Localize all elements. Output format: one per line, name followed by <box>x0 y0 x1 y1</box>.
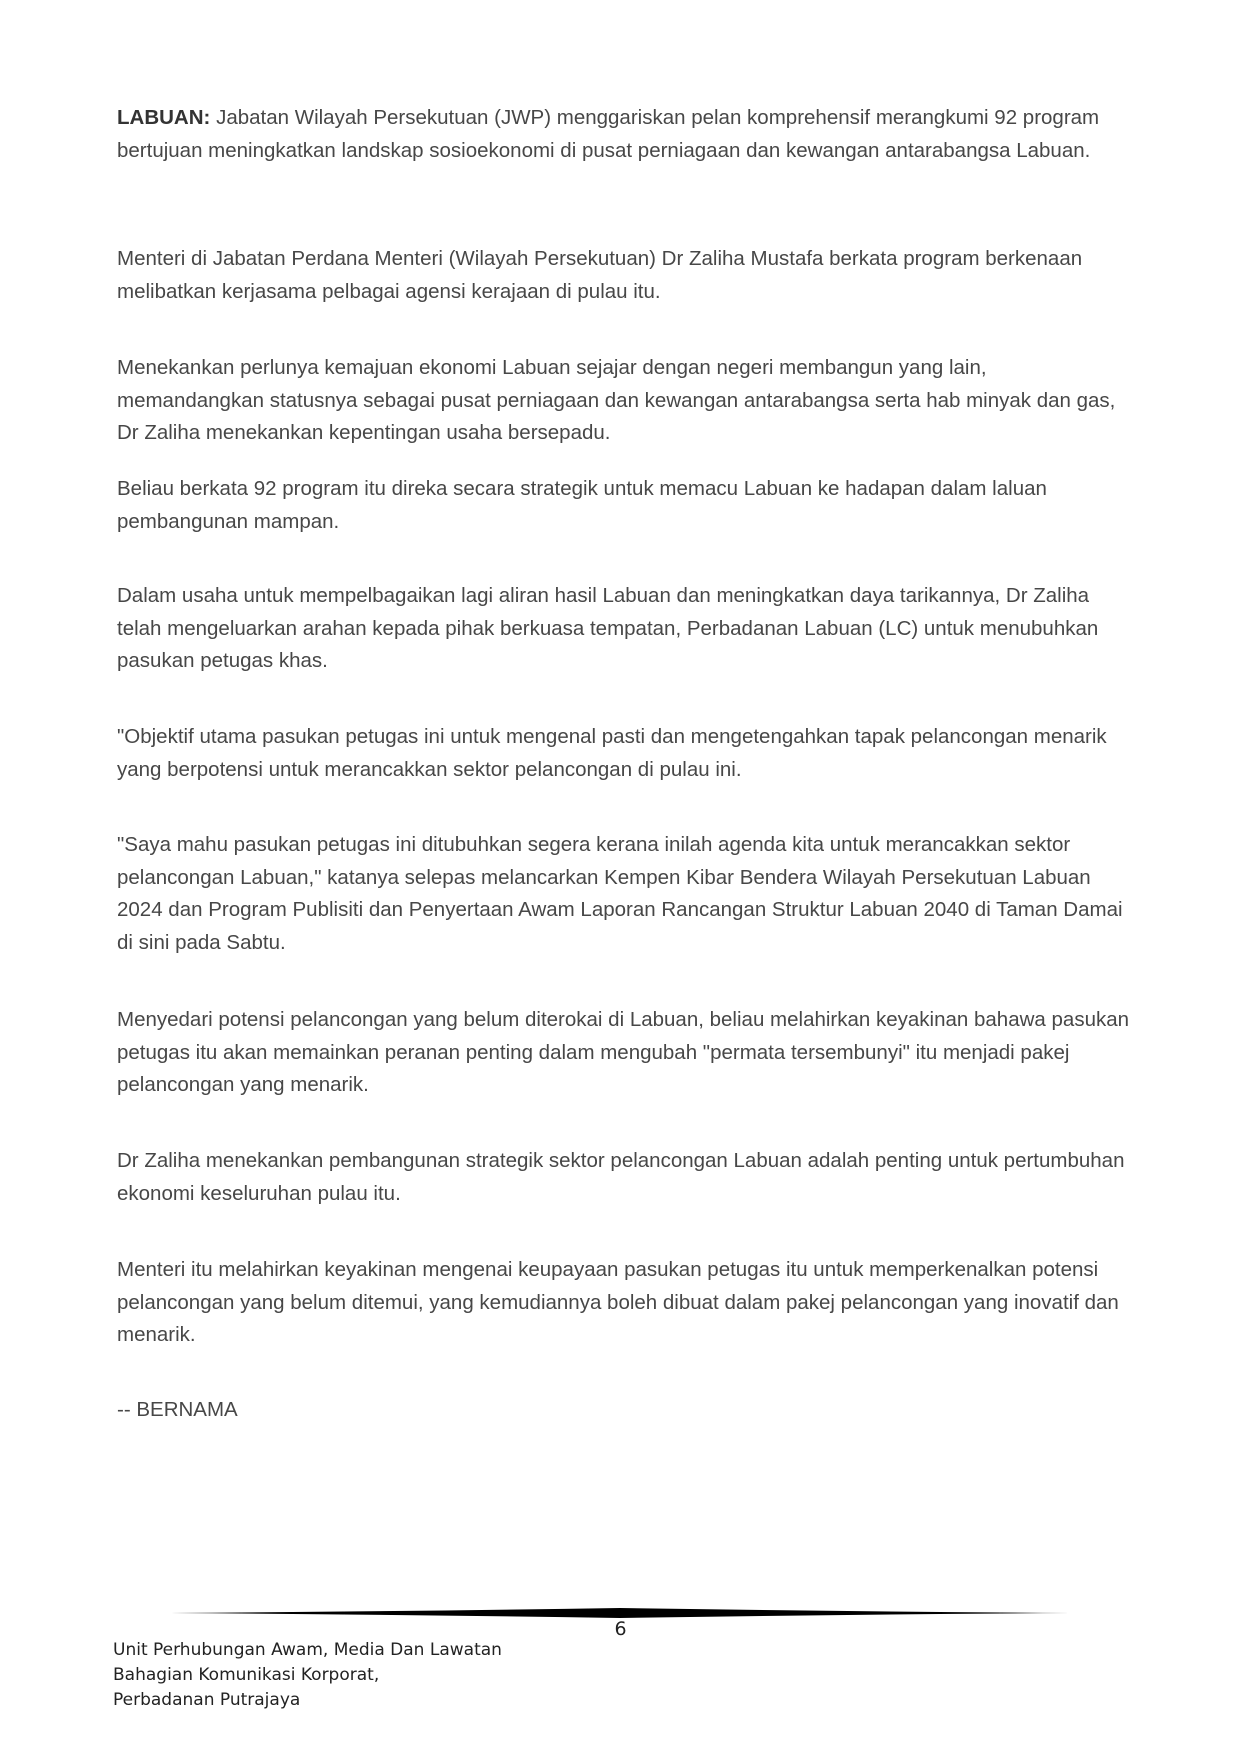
paragraph: Dalam usaha untuk mempelbagaikan lagi aliran hasil Labuan dan meningkatkan daya tarikannya, Dr Zaliha telah mengeluarkan arahan kepada pihak berkuasa tempatan, Perbadanan Labuan (LC) untuk menubuhkan pasukan petugas khas. <box>117 584 1099 672</box>
lead-text: Jabatan Wilayah Persekutuan (JWP) menggariskan pelan komprehensif merangkumi 92 program bertujuan meningkatkan landskap sosioekonomi di pusat perniagaan dan kewangan antarabangsa Labuan. <box>117 106 1100 162</box>
footer-division: Bahagian Komunikasi Korporat, <box>113 1665 380 1685</box>
lead-paragraph <box>117 102 1137 167</box>
paragraph: Menteri itu melahirkan keyakinan mengenai keupayaan pasukan petugas itu untuk memperkenalkan potensi pelancongan yang belum ditemui, yang kemudiannya boleh dibuat dalam pakej pelancongan yang inovatif dan menarik. <box>117 1258 1119 1346</box>
footer-unit: Unit Perhubungan Awam, Media Dan Lawatan <box>113 1640 502 1660</box>
paragraph: "Objektif utama pasukan petugas ini untuk mengenal pasti dan mengetengahkan tapak pelancongan menarik yang berpotensi untuk merancakkan sektor pelancongan di pulau ini. <box>117 725 1107 781</box>
byline: -- BERNAMA <box>117 1398 238 1421</box>
paragraph: Menteri di Jabatan Perdana Menteri (Wilayah Persekutuan) Dr Zaliha Mustafa berkata program berkenaan melibatkan kerjasama pelbagai agensi kerajaan di pulau itu. <box>117 247 1083 303</box>
paragraph: "Saya mahu pasukan petugas ini ditubuhkan segera kerana inilah agenda kita untuk merancakkan sektor pelancongan Labuan," katanya selepas melancarkan Kempen Kibar Bendera Wilayah Persekutuan Labuan 2024 dan Program Publisiti dan Penyertaan Awam Laporan Rancangan Struktur Labuan 2040 di Taman Damai di sini pada Sabtu. <box>117 833 1123 954</box>
page-number: 6 <box>614 1618 627 1640</box>
paragraph: Dr Zaliha menekankan pembangunan strategik sektor pelancongan Labuan adalah penting untuk pertumbuhan ekonomi keseluruhan pulau itu. <box>117 1149 1125 1205</box>
paragraph: Beliau berkata 92 program itu direka secara strategik untuk memacu Labuan ke hadapan dalam laluan pembangunan mampan. <box>117 477 1047 533</box>
paragraph: Menyedari potensi pelancongan yang belum diterokai di Labuan, beliau melahirkan keyakinan bahawa pasukan petugas itu akan memainkan peranan penting dalam mengubah "permata tersembunyi" itu menjadi pakej pelancongan yang menarik. <box>117 1008 1130 1096</box>
footer-organization <box>113 1638 502 1713</box>
dateline: LABUAN: <box>117 106 211 129</box>
footer-corporation: Perbadanan Putrajaya <box>113 1690 301 1710</box>
paragraph: Menekankan perlunya kemajuan ekonomi Labuan sejajar dengan negeri membangun yang lain, memandangkan statusnya sebagai pusat perniagaan dan kewangan antarabangsa serta hab minyak dan gas, Dr Zaliha menekankan kepentingan usaha bersepadu. <box>117 356 1116 444</box>
